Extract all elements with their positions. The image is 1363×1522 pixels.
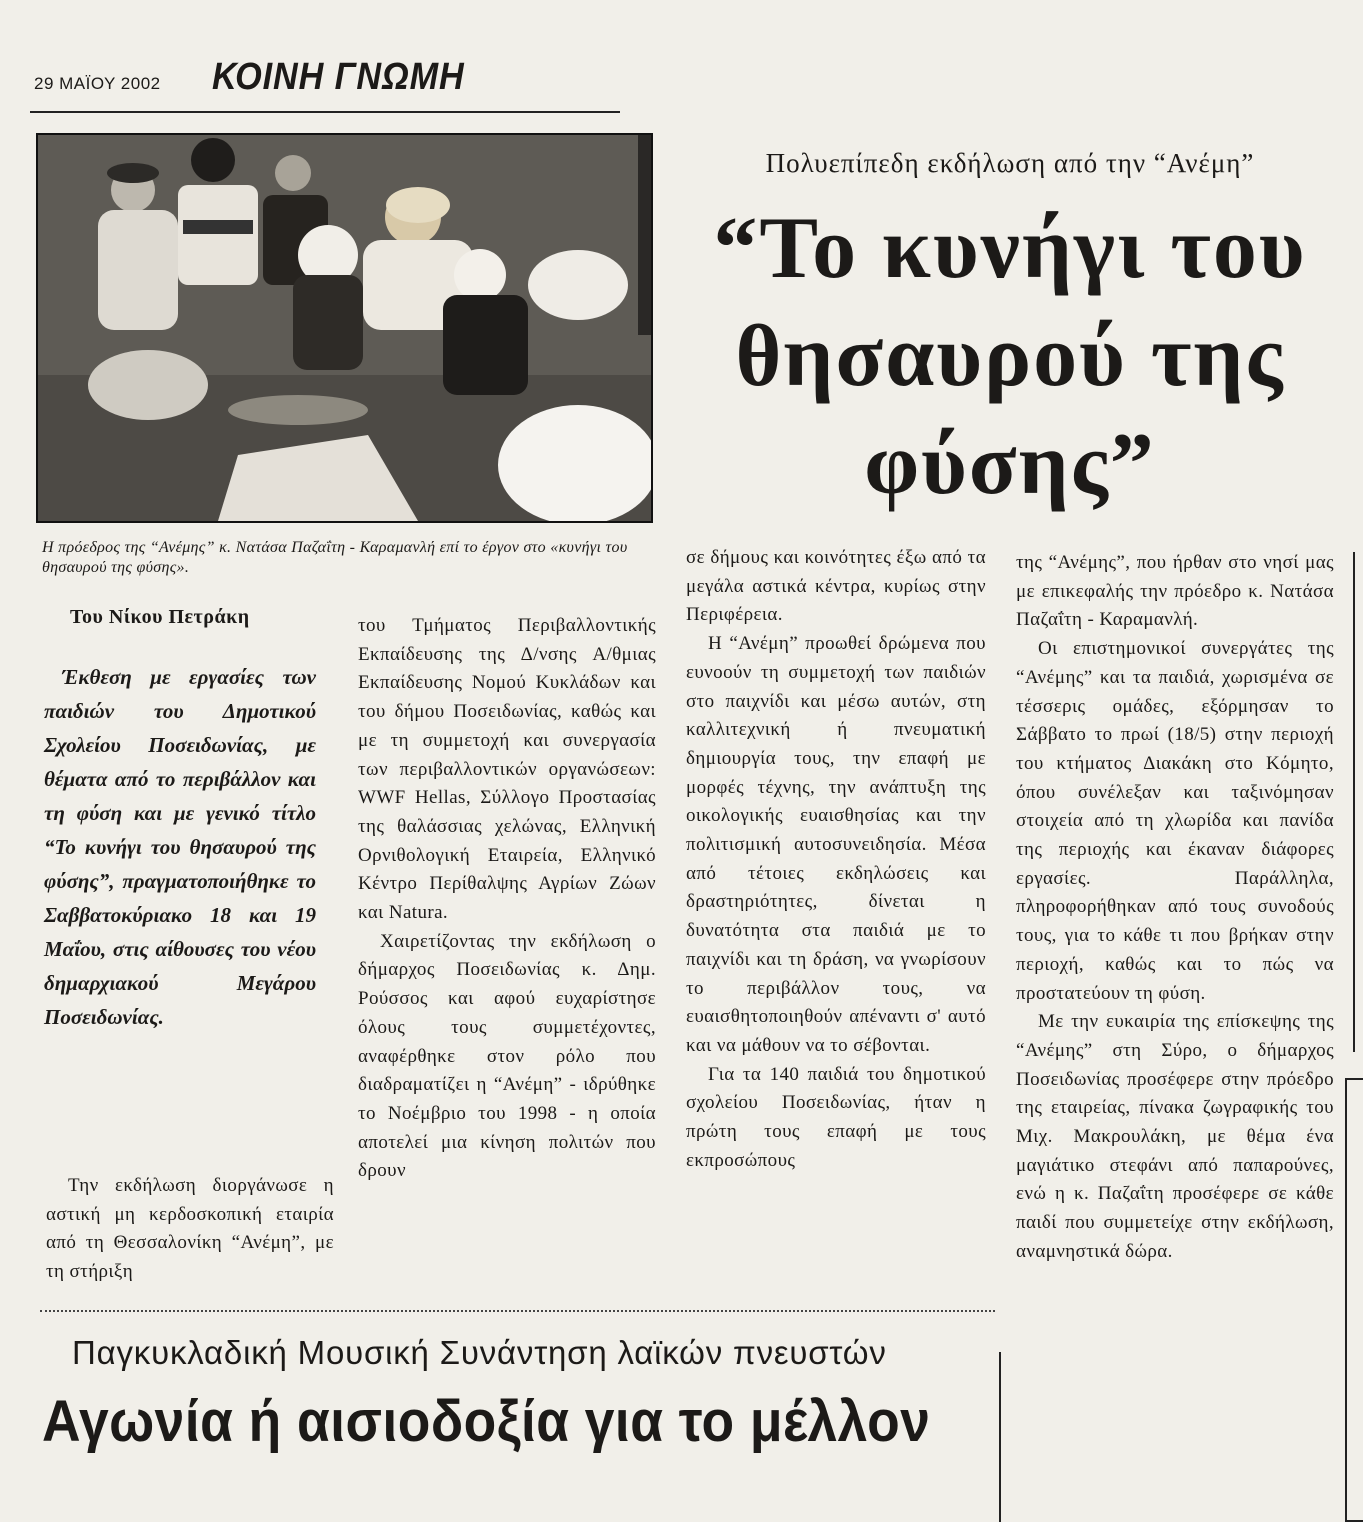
column-3 [686,544,986,1175]
column-2-paragraph-1: του Τμήματος Περιβαλλοντικής Εκπαίδευσης της Δ/νσης Α/θμιας Εκπαίδευσης Νομού Κυκλάδων και του δήμου Ποσειδωνίας, καθώς και με τη συμμετοχή και συνεργασία των περιβαλλοντικών οργανώσεων: WWF Hellas, Σύλλογο Προστασίας της θαλάσσιας χελώνας, Ελληνική Ορνιθολογική Εταιρεία, Ελληνικό Κέντρο Περίθαλψης Αγρίων Ζώων και Natura. [358,615,656,924]
second-article-kicker: Παγκυκλαδική Μουσική Συνάντηση λαϊκών πνευστών [72,1334,887,1371]
column-3-paragraph-1: σε δήμους και κοινότητες έξω από τα μεγάλα αστικά κέντρα, κυρίως στην Περιφέρεια. [686,547,986,626]
column-4 [1016,549,1334,1267]
column-2 [358,612,656,1186]
header-rule [30,111,620,113]
article-headline: “Το κυνήγι του θησαυρού της φύσης” [713,200,1307,513]
column-3-paragraph-3: Για τα 140 παιδιά του δημοτικού σχολείου Ποσειδωνίας, ήταν η πρώτη τους επαφή με τους εκπροσώπους [686,1063,986,1171]
second-article-headline: Αγωνία ή αισιοδοξία για το μέλλον [42,1389,931,1454]
column-2-paragraph-2: Χαιρετίζοντας την εκδήλωση ο δήμαρχος Ποσειδωνίας κ. Δημ. Ρούσσος και αφού ευχαρίστησε όλους τους συμμετέχοντες, αναφέρθηκε στον ρόλο που διαδραματίζει η “Ανέμη” - ιδρύθηκε το Νοέμβριο του 1998 - η οποία αποτελεί μια κίνηση πολιτών που δρουν [358,930,656,1182]
children-nature-photo-illustration [38,135,651,521]
article-kicker: Πολυεπίπεδη εκδήλωση από την “Ανέμη” [765,148,1255,178]
column-rule [999,1352,1001,1522]
page-edge-rule [1353,552,1355,1052]
column-1 [46,1172,334,1287]
adjacent-box-edge [1345,1078,1363,1522]
column-4-paragraph-1: της “Ανέμης”, που ήρθαν στο νησί μας με επικεφαλής την πρόεδρο κ. Νατάσα Παζαΐτη - Καραμανλή. [1016,552,1334,631]
column-4-paragraph-2: Οι επιστημονικοί συνεργάτες της “Ανέμης” και τα παιδιά, χωρισμένα σε τέσσερις ομάδες, εξόρμησαν το Σάββατο το πρωί (18/5) στην περιοχή του κτήματος Διακάκη στο Κόμητο, όπου συνέλεξαν και ταξινόμησαν στοιχεία από τη χλωρίδα και πανίδα της περιοχής και έκαναν διάφορες εργασίες. Παράλληλα, πληροφορήθηκαν από τους συνοδούς τους, για το κάθε τι που βρήκαν στην περιοχή, καθώς και το πώς να προστατεύουν τη φύση. [1016,638,1334,1004]
newspaper-masthead: ΚΟΙΝΗ ΓΝΩΜΗ [212,56,465,98]
column-4-paragraph-3: Με την ευκαιρία της επίσκεψης της “Ανέμης” στη Σύρο, ο δήμαρχος Ποσειδωνίας προσέφερε στην πρόεδρο της εταιρείας, πίνακα ζωγραφικής του Μιχ. Μακρουλάκη, με θέμα ένα μαγιάτικο στεφάνι από παπαρούνες, ενώ η κ. Παζαΐτη προσέφερε σε κάθε παιδί που συμμετείχε στην εκδήλωση, αναμνηστικά δώρα. [1016,1011,1334,1262]
byline: Του Νίκου Πετράκη [70,606,250,628]
article-lead: Έκθεση με εργασίες των παιδιών του Δημοτικού Σχολείου Ποσειδωνίας, με θέματα από το περιβάλλον και τη φύση και με γενικό τίτλο “Το κυνήγι του θησαυρού της φύσης”, πραγματοποιήθηκε το Σαββατοκύριακο 18 και 19 Μαΐου, στις αίθουσες του νέου δημαρχιακού Μεγάρου Ποσειδωνίας. [44,665,316,1029]
photo-caption: Η πρόεδρος της “Ανέμης” κ. Νατάσα Παζαΐτη - Καραμανλή επί το έργον στο «κυνήγι του θησαυρού της φύσης». [42,539,628,576]
column-3-paragraph-2: Η “Ανέμη” προωθεί δρώμενα που ευνοούν τη συμμετοχή των παιδιών στο παιχνίδι και μέσω αυτών, στη καλλιτεχνική ή πνευματική δημιουργία τους, την επαφή με μορφές τέχνης, την ανάπτυξη της οικολογικής ευαισθησίας και την πολιτισμική αυτοσυνειδησία. Μέσα από τέτοιες εκδηλώσεις και δραστηριότητες, δίνεται η δυνατότητα στα παιδιά με το παιχνίδι και τη δράση, να γνωρίσουν το περιβάλλον τους, να ευαισθητοποιηθούν απέναντι σ' αυτό και να μάθουν να το σέβονται. [686,633,986,1056]
issue-date: 29 ΜΑΪΟΥ 2002 [34,74,161,93]
section-divider [40,1310,995,1312]
article-photo [36,133,653,523]
column-1-paragraph: Την εκδήλωση διοργάνωσε η αστική μη κερδοσκοπική εταιρία από τη Θεσσαλονίκη “Ανέμη”, με τη στήριξη [46,1175,334,1283]
